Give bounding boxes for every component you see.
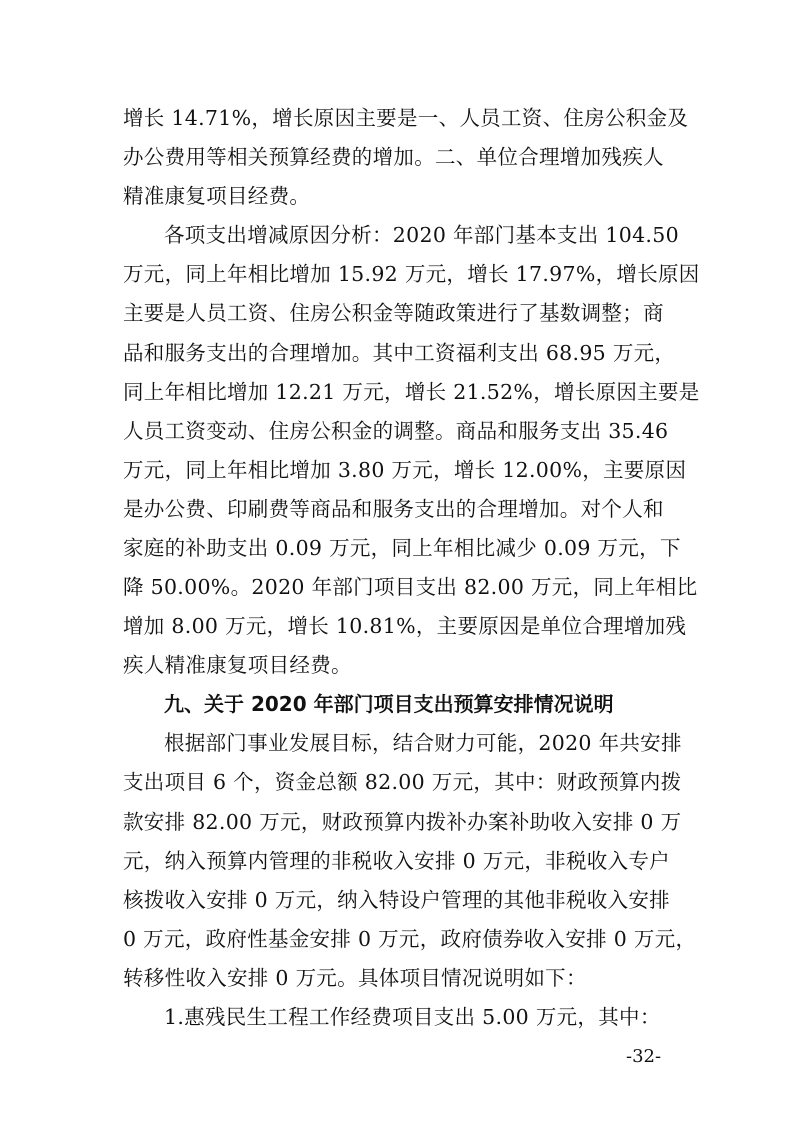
paragraph-1-line-4: 同上年相比增加 12.21 万元，增长 21.52%，增长原因主要是	[123, 380, 700, 404]
paragraph-3-line-6: 转移性收入安排 0 万元。具体项目情况说明如下：	[123, 966, 587, 990]
paragraph-1-line-11: 疾人精准康复项目经费。	[123, 653, 352, 677]
paragraph-0-line-2: 精准康复项目经费。	[123, 184, 311, 208]
paragraph-3-line-1: 支出项目 6 个，资金总额 82.00 万元，其中：财政预算内拨	[123, 770, 682, 794]
paragraph-0-line-0: 增长 14.71%，增长原因主要是一、人员工资、住房公积金及	[123, 106, 689, 130]
paragraph-3-line-3: 元，纳入预算内管理的非税收入安排 0 万元，非税收入专户	[123, 849, 670, 873]
paragraph-1-line-8: 家庭的补助支出 0.09 万元，同上年相比减少 0.09 万元，下	[123, 536, 681, 560]
paragraph-1-line-0: 各项支出增减原因分析：2020 年部门基本支出 104.50	[164, 223, 679, 247]
section-heading: 九、关于 2020 年部门项目支出预算安排情况说明	[164, 692, 614, 716]
paragraph-1-line-2: 主要是人员工资、住房公积金等随政策进行了基数调整；商	[123, 301, 664, 325]
paragraph-1-line-3: 品和服务支出的合理增加。其中工资福利支出 68.95 万元，	[123, 341, 676, 365]
paragraph-1-line-7: 是办公费、印刷费等商品和服务支出的合理增加。对个人和	[123, 497, 664, 521]
page-number: -32-	[626, 1046, 662, 1067]
paragraph-3-line-5: 0 万元，政府性基金安排 0 万元，政府债券收入安排 0 万元，	[123, 927, 697, 951]
paragraph-3-line-0: 根据部门事业发展目标，结合财力可能，2020 年共安排	[164, 731, 682, 755]
paragraph-1-line-6: 万元，同上年相比增加 3.80 万元，增长 12.00%，主要原因	[123, 458, 687, 482]
paragraph-1-line-1: 万元，同上年相比增加 15.92 万元，增长 17.97%，增长原因	[123, 262, 700, 286]
paragraph-0-line-1: 办公费用等相关预算经费的增加。二、单位合理增加残疾人	[123, 145, 664, 169]
paragraph-3-line-2: 款安排 82.00 万元，财政预算内拨补办案补助收入安排 0 万	[123, 810, 682, 834]
paragraph-3-line-4: 核拨收入安排 0 万元，纳入特设户管理的其他非税收入安排	[123, 888, 670, 912]
paragraph-1-line-10: 增加 8.00 万元，增长 10.81%，主要原因是单位合理增加残	[123, 614, 687, 638]
paragraph-4-line-0: 1.惠残民生工程工作经费项目支出 5.00 万元，其中：	[164, 1005, 661, 1029]
paragraph-1-line-9: 降 50.00%。2020 年部门项目支出 82.00 万元，同上年相比	[123, 575, 698, 599]
paragraph-1-line-5: 人员工资变动、住房公积金的调整。商品和服务支出 35.46	[123, 419, 669, 443]
